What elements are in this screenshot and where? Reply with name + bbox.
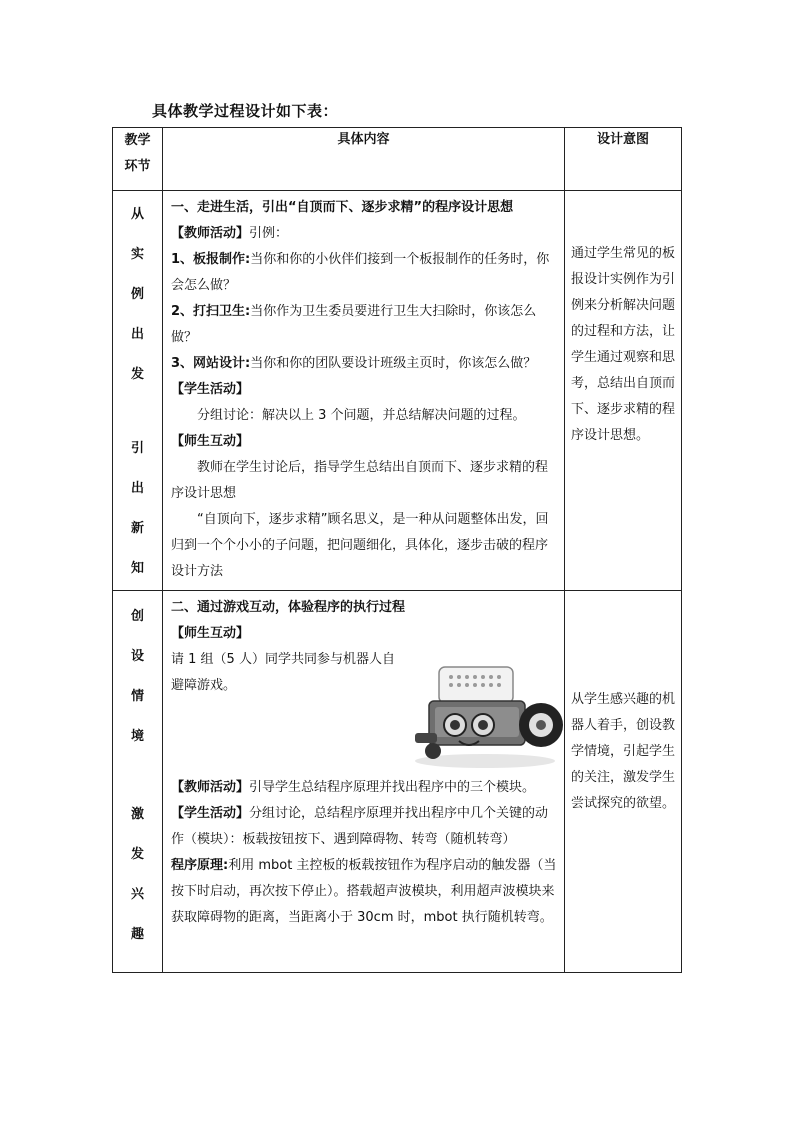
- example-1-text: 当你和你的小伙伴们接到一个板报制作的任务时，你会怎么做？: [171, 252, 550, 293]
- table-header-row: [113, 128, 682, 191]
- stage-char: 情: [130, 689, 144, 704]
- intro-text: 具体教学过程设计如下表：: [152, 102, 339, 120]
- example-2-label: 2、打扫卫生:: [171, 304, 251, 319]
- header-stage-line1: 教学: [124, 133, 151, 148]
- stage-char: 发: [130, 367, 144, 382]
- stage-char: 引: [130, 441, 144, 456]
- example-3-label: 3、网站设计:: [171, 356, 251, 371]
- principle-text: 利用 mbot 主控板的板载按钮作为程序启动的触发器（当按下时启动，再次按下停止）。搭载超声波模块，利用超声波模块来获取障碍物的距离，当距离小于 30cm 时，mbot 执行随机转弯。: [171, 858, 557, 925]
- header-intent: 设计意图: [565, 128, 682, 191]
- table-row: [113, 591, 682, 973]
- stage-char: 创: [130, 609, 144, 624]
- interaction-label: 【师生互动】: [171, 434, 250, 449]
- principle-label: 程序原理:: [171, 858, 229, 873]
- section-title-2: 二、通过游戏互动，体验程序的执行过程: [171, 600, 406, 615]
- header-stage-line2: 环节: [124, 159, 151, 174]
- stage-cell-1: [113, 191, 163, 591]
- stage-char: 出: [130, 481, 144, 496]
- interaction-label: 【师生互动】: [171, 626, 250, 641]
- stage-char: 趣: [130, 927, 144, 942]
- intent-cell-1: 通过学生常见的板报设计实例作为引例来分析解决问题的过程和方法，让学生通过观察和思考，总结出自顶而下、逐步求精的程序设计思想。: [565, 191, 682, 591]
- teacher-activity-label: 【教师活动】: [171, 226, 250, 241]
- section-title-1: 一、走进生活，引出“自顶而下、逐步求精”的程序设计思想: [171, 200, 514, 215]
- header-content: 具体内容: [163, 128, 565, 191]
- stage-char: 境: [130, 729, 144, 744]
- mbot-robot-image: [403, 653, 563, 771]
- interaction-text: 请 1 组（5 人）同学共同参与机器人自避障游戏。: [171, 652, 395, 693]
- example-2-text: 当你作为卫生委员要进行卫生大扫除时，你该怎么做？: [171, 304, 537, 345]
- content-cell-2: [163, 591, 565, 973]
- stage-char: 出: [130, 327, 144, 342]
- student-activity-text: 分组讨论：解决以上 3 个问题，并总结解决问题的过程。: [197, 408, 526, 423]
- stage-char: 从: [130, 207, 144, 222]
- stage-char: 新: [130, 521, 144, 536]
- robot-game-block: [171, 647, 558, 775]
- stage-char: 发: [130, 847, 144, 862]
- student-activity-label: 【学生活动】: [171, 382, 250, 397]
- teacher-activity-label: 【教师活动】: [171, 780, 250, 795]
- stage-char: 实: [130, 247, 144, 262]
- student-activity-text: 分组讨论，总结程序原理并找出程序中几个关键的动作（模块）：板载按钮按下、遇到障碍物、转弯（随机转弯）: [171, 806, 549, 847]
- stage-cell-2: [113, 591, 163, 973]
- header-stage: [113, 128, 163, 191]
- interaction-text-2: “自顶向下，逐步求精”顾名思义，是一种从问题整体出发，回归到一个个小小的子问题，把问题细化，具体化，逐步击破的程序设计方法: [171, 512, 549, 579]
- teacher-activity-text: 引例：: [249, 226, 289, 241]
- stage-char: 设: [130, 649, 144, 664]
- lesson-plan-table: [112, 127, 682, 973]
- content-cell-1: [163, 191, 565, 591]
- student-activity-label: 【学生活动】: [171, 806, 250, 821]
- example-3-text: 当你和你的团队要设计班级主页时，你该怎么做？: [250, 356, 537, 371]
- intent-cell-2: 从学生感兴趣的机器人着手，创设教学情境，引起学生的关注，激发学生尝试探究的欲望。: [565, 591, 682, 973]
- stage-char: 例: [130, 287, 144, 302]
- stage-char: 知: [130, 561, 144, 576]
- table-row: [113, 191, 682, 591]
- example-1-label: 1、板报制作:: [171, 252, 251, 267]
- interaction-text-1: 教师在学生讨论后，指导学生总结出自顶而下、逐步求精的程序设计思想: [171, 460, 549, 501]
- stage-char: 激: [130, 807, 144, 822]
- stage-char: 兴: [130, 887, 144, 902]
- teacher-activity-text: 引导学生总结程序原理并找出程序中的三个模块。: [249, 780, 536, 795]
